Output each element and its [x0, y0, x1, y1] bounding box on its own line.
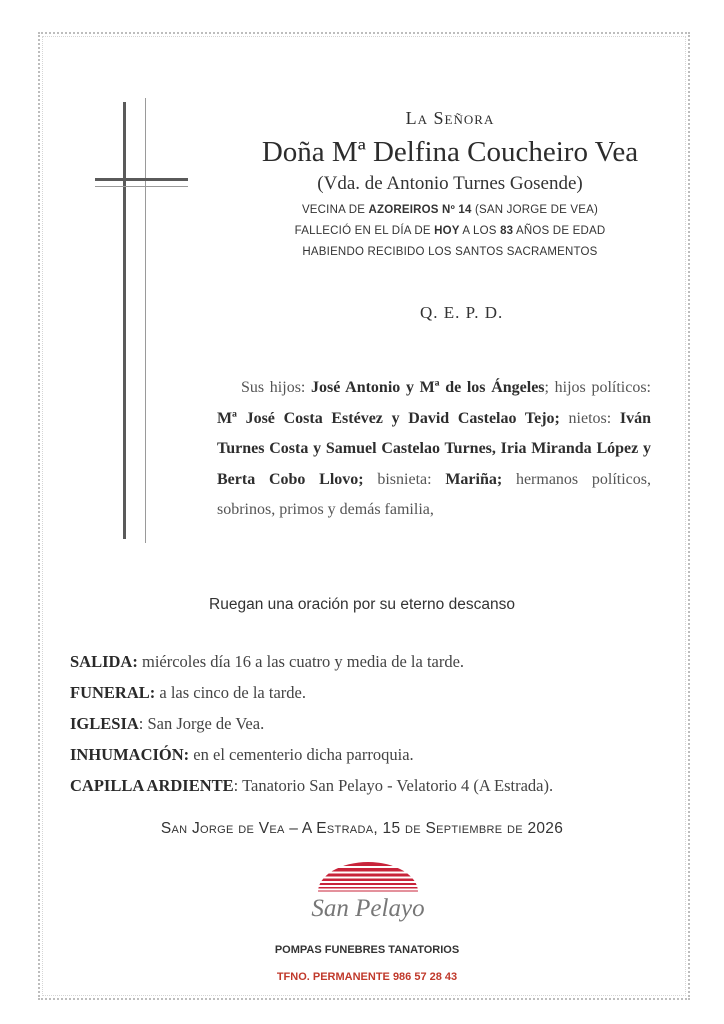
detail-iglesia: IGLESIA: San Jorge de Vea. — [70, 714, 265, 733]
ceremony-details — [70, 652, 670, 807]
detail-capilla: CAPILLA ARDIENTE: Tanatorio San Pelayo - Velatorio 4 (A Estrada). — [70, 776, 554, 795]
detail-salida: SALIDA: miércoles día 16 a las cuatro y media de la tarde. — [70, 652, 465, 671]
widow-of: (Vda. de Antonio Turnes Gosende) — [317, 173, 583, 194]
deceased-name: Doña Mª Delfina Coucheiro Vea — [261, 136, 639, 168]
prayer-request: Ruegan una oración por su eterno descanso — [209, 596, 515, 613]
family-paragraph: Sus hijos: José Antonio y Mª de los Ángeles; hijos políticos: Mª José Costa Estévez y David Castelao Tejo; nietos: Iván Turnes Costa y Samuel Castelao Turnes, Iria Miranda López y Berta Cobo Llovo; bisnieta: Mariña; hermanos políticos, sobrinos, primos y demás familia, — [217, 379, 652, 518]
logo-text: San Pelayo — [311, 895, 425, 922]
company-name: POMPAS FUNEBRES TANATORIOS — [274, 944, 460, 956]
death-line: FALLECIÓ EN EL DÍA DE HOY A LOS 83 AÑOS DE EDAD — [294, 225, 606, 237]
san-pelayo-logo — [298, 860, 438, 930]
phone-number: TFNO. PERMANENTE 986 57 28 43 — [276, 971, 458, 983]
place-date: San Jorge de Vea – A Estrada, 15 de Septiembre de 2026 — [160, 820, 564, 837]
residence-line: VECINA DE AZOREIROS Nº 14 (SAN JORGE DE VEA) — [301, 204, 599, 216]
detail-funeral: FUNERAL: a las cinco de la tarde. — [70, 683, 306, 702]
title: La Señora — [405, 108, 495, 128]
qepd: Q. E. P. D. — [420, 303, 504, 322]
sacraments-line: HABIENDO RECIBIDO LOS SANTOS SACRAMENTOS — [302, 246, 598, 258]
detail-inhumacion: INHUMACIÓN: en el cementerio dicha parroquia. — [70, 745, 414, 764]
